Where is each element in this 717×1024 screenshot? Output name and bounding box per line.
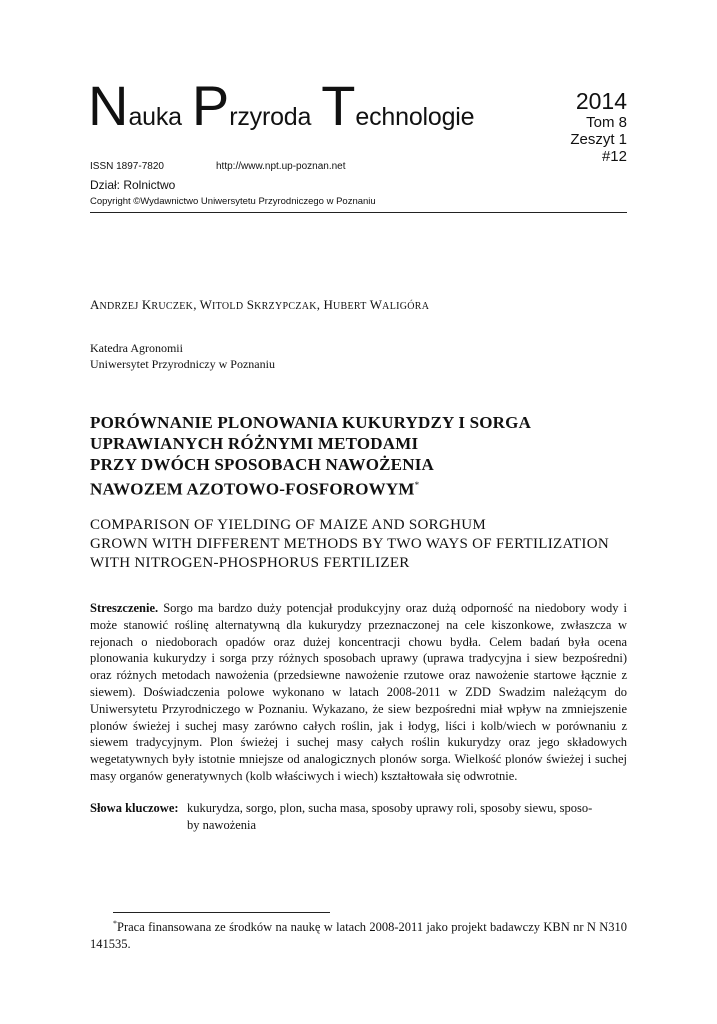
affiliation-department: Katedra Agronomii [90, 341, 183, 355]
footnote-mark: * [414, 480, 420, 490]
journal-title-initial-t: T [321, 74, 356, 137]
journal-title-word-3: echnologie [355, 103, 475, 131]
journal-title-word-2: rzyroda [229, 103, 312, 131]
author-1: ANDRZEJ KRUCZEK, [90, 297, 200, 312]
keywords-line-2: by nawożenia [187, 818, 257, 832]
abstract-label: Streszczenie. [90, 601, 159, 615]
issue-volume: Tom 8 [586, 114, 627, 131]
footnote-marker: * [113, 919, 117, 928]
abstract [90, 600, 627, 785]
affiliation-university: Uniwersytet Przyrodniczy w Poznaniu [90, 357, 275, 371]
author-2: WITOLD SKRZYPCZAK, [199, 297, 324, 312]
article-number: #12 [601, 148, 627, 165]
journal-title [88, 74, 484, 137]
title-polish: PORÓWNANIE PLONOWANIA KUKURYDZY I SORGA UPRAWIANYCH RÓŻNYMI METODAMI PRZY DWÓCH SPOSOBACH NAWOŻENIA NAWOZEM AZOTOWO-FOSFOROWYM* [90, 413, 532, 499]
issue-number: Zeszyt 1 [570, 131, 627, 148]
abstract-text: Sorgo ma bardzo duży potencjał produkcyjny oraz dużą odporność na niedobory wody i może stanowić roślinę alternatywną dla kukurydzy przeznaczonej na cele kiszonkowe, zwłaszcza w rejonach o niedoborach opadów oraz dużej koncentracji chowu bydła. Celem badań była ocena plonowania kukurydzy i sorga przy różnych sposobach uprawy (uprawa tradycyjna i siew bezpośredni) oraz różnych metodach nawożenia (przedsiewne nawożenie rzutowe oraz nawożenie startowe łącznie z siewem). Doświadczenia polowe wykonano w latach 2008-2011 w ZDD Swadzim należącym do Uniwersytetu Przyrodniczego w Poznaniu. Wykazano, że siew bezpośredni miał wpływ na zmniejszenie plonów świeżej i suchej masy zarówno całych roślin, jak i łodyg, liści i kolb/wiech w porównaniu z siewem tradycyjnym. Plon świeżej i suchej masy całych roślin kukurydzy oraz jego składowych wegetatywnych były istotnie mniejsze od analogicznych plonów sorga. Wielkość plonów świeżej i suchej masy organów generatywnych (kolb właściwych i wiech) kształtowała się odwrotnie. [90, 601, 628, 783]
keywords-line-1: kukurydza, sorgo, plon, sucha masa, sposoby uprawy roli, sposoby siewu, sposo- [187, 801, 593, 815]
issue-info [570, 88, 627, 165]
section-label: Dział: Rolnictwo [90, 178, 176, 192]
keywords-label: Słowa kluczowe: [90, 801, 179, 815]
header-divider [90, 212, 627, 213]
footnote-divider [113, 912, 330, 913]
journal-meta [90, 161, 346, 172]
issue-year: 2014 [575, 88, 627, 114]
journal-title-word-1: auka [128, 103, 182, 131]
journal-title-initial-p: P [191, 74, 230, 137]
journal-title-initial-n: N [88, 74, 129, 137]
footnote-text: Praca finansowana ze środków na naukę w latach 2008-2011 jako projekt badawczy KBN nr N N310 141535. [90, 920, 627, 952]
affiliation [90, 340, 275, 372]
issn: ISSN 1897-7820 [90, 161, 164, 172]
copyright: Copyright ©Wydawnictwo Uniwersytetu Przyrodniczego w Poznaniu [90, 196, 376, 207]
author-3: HUBERT WALIGÓRA [323, 297, 430, 312]
journal-url[interactable]: http://www.npt.up-poznan.net [216, 161, 346, 172]
authors [90, 297, 429, 313]
footnote [90, 915, 627, 953]
title-english: COMPARISON OF YIELDING OF MAIZE AND SORGHUM GROWN WITH DIFFERENT METHODS BY TWO WAYS OF FERTILIZATION WITH NITROGEN-PHOSPHORUS FERTILIZER [90, 517, 609, 571]
